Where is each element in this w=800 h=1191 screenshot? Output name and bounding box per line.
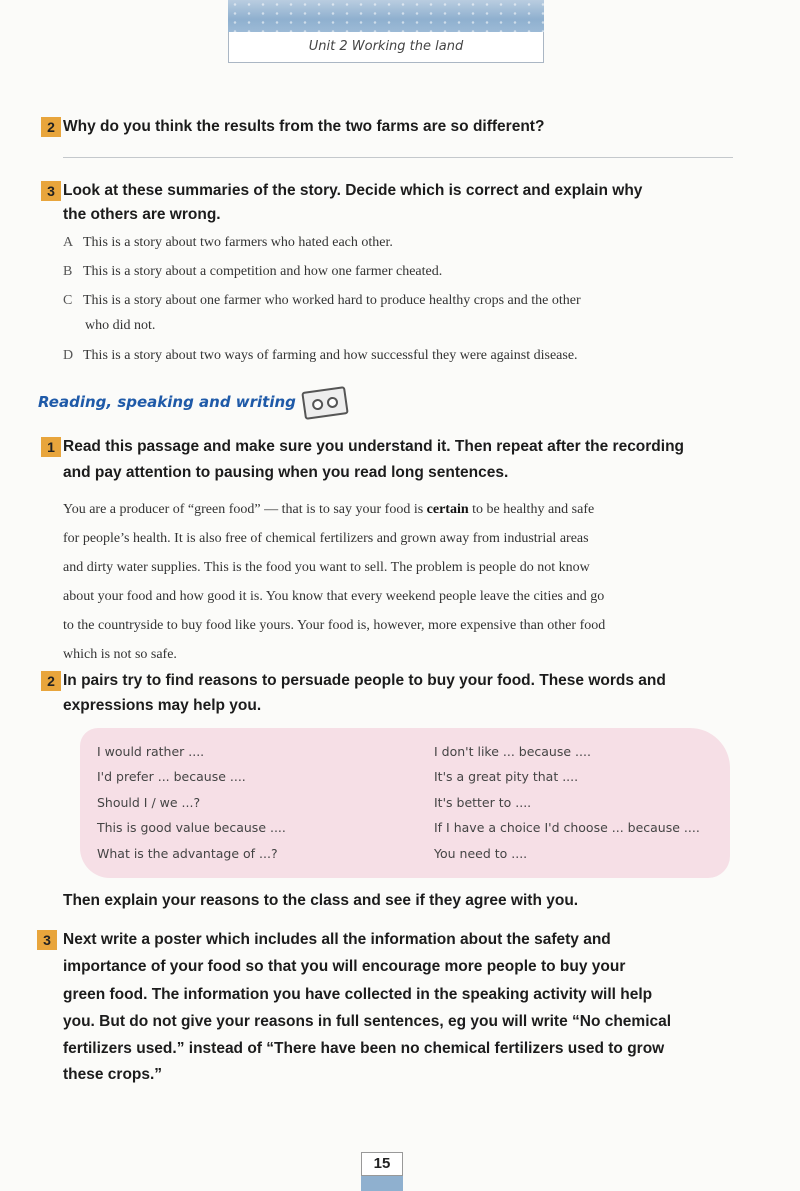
- question-3-line-1: Look at these summaries of the story. Decide which is correct and explain why: [63, 182, 643, 199]
- task-3-line: you. But do not give your reasons in full sentences, eg you will write “No chemical: [63, 1013, 672, 1030]
- task-3-line: Next write a poster which includes all the information about the safety and: [63, 931, 611, 948]
- passage-line: which is not so safe.: [63, 647, 177, 662]
- option-letter: B: [63, 264, 73, 279]
- page-number: 15: [361, 1152, 403, 1176]
- task-3-line: importance of your food so that you will encourage more people to buy your: [63, 958, 626, 975]
- option-letter: D: [63, 348, 74, 363]
- passage-bold-word: certain: [426, 502, 469, 517]
- passage-line: to the countryside to buy food like yours. Your food is, however, more expensive than other food: [63, 618, 606, 633]
- task-3-line: green food. The information you have collected in the speaking activity will help: [63, 986, 653, 1003]
- question-number-3: 3: [41, 181, 61, 201]
- task-number-1: 1: [41, 437, 61, 457]
- passage-line: for people’s health. It is also free of chemical fertilizers and grown away from industrial areas: [63, 531, 589, 546]
- option-b: [63, 262, 733, 282]
- task-number-2: 2: [41, 671, 61, 691]
- question-number-2: 2: [41, 117, 61, 137]
- task-2-line-1: In pairs try to find reasons to persuade people to buy your food. These words and: [63, 672, 666, 689]
- section-title: Reading, speaking and writing: [38, 393, 296, 411]
- option-text: This is a story about one farmer who worked hard to produce healthy crops and the other: [83, 293, 581, 308]
- phrase-left: This is good value because ....: [97, 820, 286, 835]
- phrase-right: I don't like ... because ....: [434, 744, 591, 759]
- answer-line: [63, 157, 733, 158]
- unit-title: Unit 2 Working the land: [228, 32, 544, 63]
- option-a: [63, 233, 733, 253]
- phrase-right: It's a great pity that ....: [434, 769, 579, 784]
- header-banner: [228, 0, 544, 32]
- passage-line: [63, 495, 743, 524]
- option-text: This is a story about two farmers who hated each other.: [83, 235, 393, 250]
- phrase-right: It's better to ....: [434, 795, 532, 810]
- phrase-left: What is the advantage of ...?: [97, 846, 278, 861]
- phrase-left: Should I / we ...?: [97, 795, 201, 810]
- task-1-line-2: and pay attention to pausing when you read long sentences.: [63, 464, 509, 481]
- after-box-instruction: Then explain your reasons to the class and see if they agree with you.: [63, 892, 579, 909]
- task-2-line-2: expressions may help you.: [63, 697, 262, 714]
- option-d: [63, 346, 733, 366]
- task-3-line: these crops.”: [63, 1066, 163, 1083]
- option-c: [63, 291, 733, 311]
- option-letter: A: [63, 235, 74, 250]
- task-3-line: fertilizers used.” instead of “There have been no chemical fertilizers used to grow: [63, 1040, 665, 1057]
- reading-passage: [63, 495, 743, 669]
- task-number-3: 3: [37, 930, 57, 950]
- option-letter: C: [63, 293, 73, 308]
- phrase-left: I'd prefer ... because ....: [97, 769, 246, 784]
- phrase-right: You need to ....: [434, 846, 528, 861]
- passage-text: You are a producer of “green food” — that is to say your food is: [63, 502, 427, 517]
- phrase-left: I would rather ....: [97, 744, 205, 759]
- option-c-continued: who did not.: [85, 318, 156, 333]
- passage-line: about your food and how good it is. You know that every weekend people leave the cities and go: [63, 589, 605, 604]
- cassette-icon: [301, 386, 348, 420]
- task-1-line-1: Read this passage and make sure you understand it. Then repeat after the recording: [63, 438, 685, 455]
- page-tab: [361, 1176, 403, 1191]
- question-3-line-2: the others are wrong.: [63, 206, 221, 223]
- option-text: This is a story about a competition and how one farmer cheated.: [83, 264, 443, 279]
- option-text: This is a story about two ways of farming and how successful they were against disease.: [83, 348, 578, 363]
- passage-text: to be healthy and safe: [468, 502, 595, 517]
- phrase-right: If I have a choice I'd choose ... because ....: [434, 820, 700, 835]
- question-2-text: Why do you think the results from the two farms are so different?: [63, 118, 545, 135]
- passage-line: and dirty water supplies. This is the food you want to sell. The problem is people do not know: [63, 560, 590, 575]
